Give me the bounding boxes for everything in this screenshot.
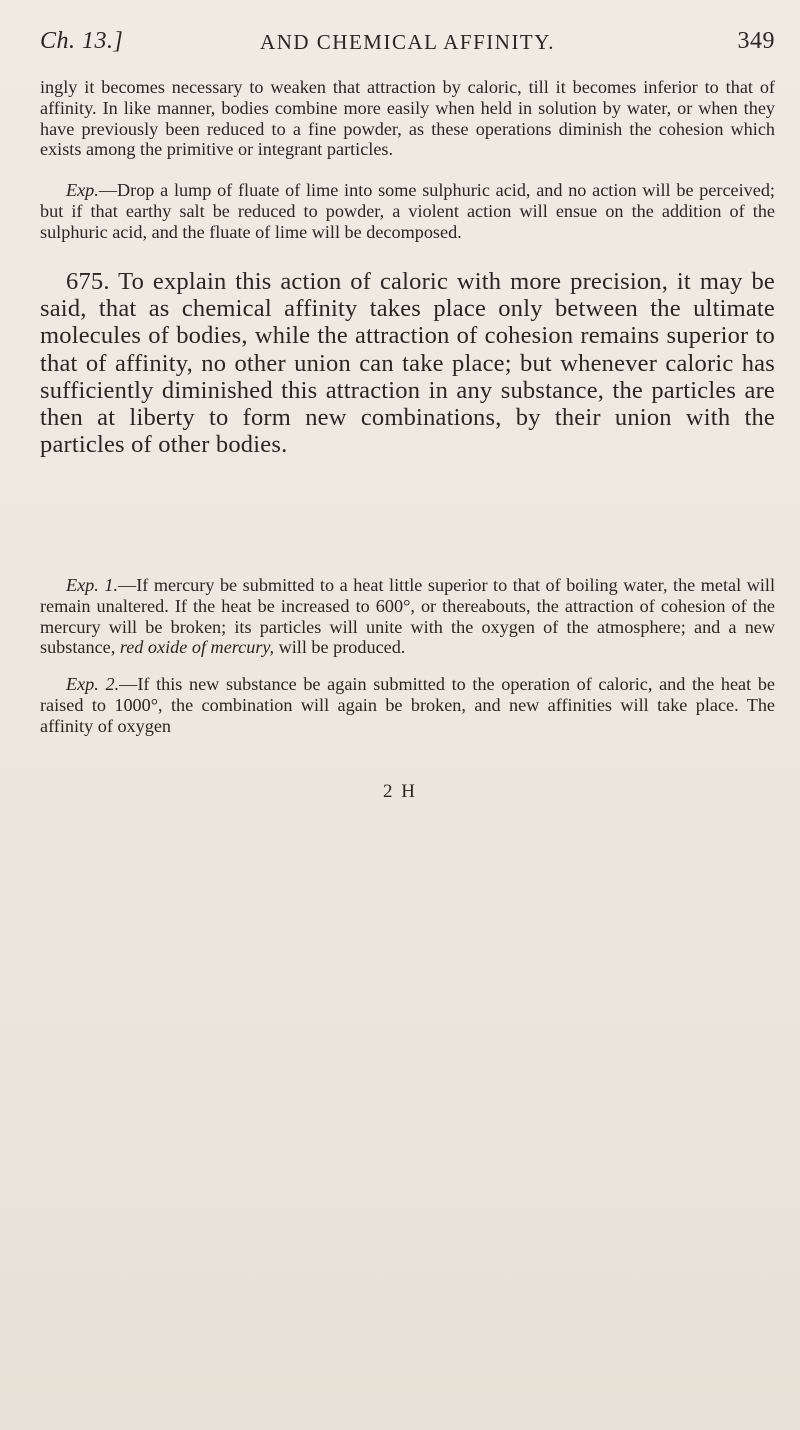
experiment-label: Exp. bbox=[66, 180, 99, 200]
running-head bbox=[40, 22, 775, 62]
experiment-fluate bbox=[40, 180, 775, 242]
page-number: 349 bbox=[737, 28, 775, 54]
chapter-reference: Ch. 13.] bbox=[40, 28, 124, 54]
section-675 bbox=[40, 268, 775, 458]
section-number: 675. bbox=[66, 268, 110, 295]
section-text: To explain this action of caloric with more precision, it may be said, that as chemical affinity takes place only between the ultimate molecules of bodies, while the attraction of cohesion remains superior to that of affinity, no other union can take place; but whenever caloric has sufficiently diminished this attraction in any substance, the particles are then at liberty to form new combinations, by their union with the particles of other bodies. bbox=[40, 268, 775, 459]
paragraph-cohesion bbox=[40, 77, 775, 160]
experiment-text: —If this new substance be again submitted to the operation of caloric, and the heat be raised to 1000°, the combination will again be broken, and new affinities will take place. The affinity of oxygen bbox=[40, 674, 775, 736]
signature-mark: 2 H bbox=[383, 781, 417, 802]
experiment-label: Exp. 1. bbox=[66, 575, 118, 595]
experiment-1-mercury bbox=[40, 575, 775, 658]
experiment-2-mercury bbox=[40, 674, 775, 736]
experiment-text-end: will be produced. bbox=[278, 637, 406, 658]
experiment-text: —Drop a lump of fluate of lime into some sulphuric acid, and no action will be perceived; but if that earthy salt be reduced to powder, a violent action will ensue on the addition of the sulphuric acid, and the fluate of lime will be decomposed. bbox=[40, 180, 775, 242]
experiment-text: —If mercury be submitted to a heat little superior to that of boiling water, the metal will remain unaltered. If the heat be increased to 600°, or thereabouts, the attraction of cohesion of the mercury will be broken; its particles will unite with the oxygen of the atmosphere; and a new substance, bbox=[40, 575, 775, 658]
experiment-label: Exp. 2. bbox=[66, 674, 120, 694]
paragraph-text: ingly it becomes necessary to weaken that attraction by caloric, till it becomes inferior to that of affinity. In like manner, bodies combine more easily when held in solution by water, or when they have previously been reduced to a fine powder, as these operations diminish the cohesion which exists among the primitive or integrant particles. bbox=[40, 77, 775, 160]
running-title: AND CHEMICAL AFFINITY. bbox=[260, 30, 555, 54]
term-red-oxide: red oxide of mercury, bbox=[119, 637, 275, 658]
